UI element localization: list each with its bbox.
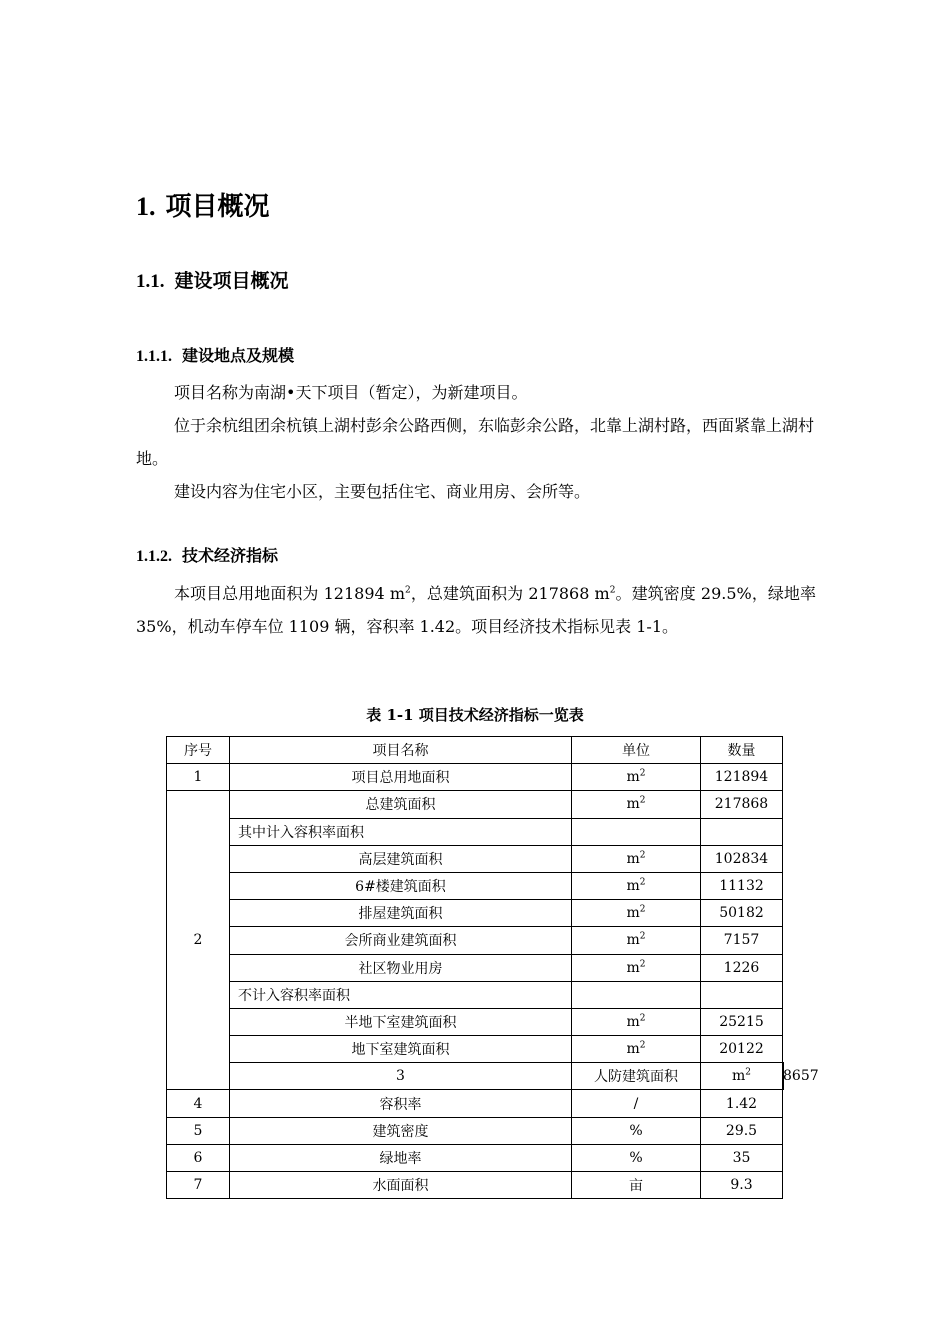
cell-no: 4 (167, 1090, 230, 1117)
cell-unit: $m^2$ (701, 1063, 783, 1090)
cell-no: 2 (167, 791, 230, 1090)
indicator-table (166, 736, 819, 1199)
table-row (167, 764, 784, 791)
table-row (167, 1144, 784, 1171)
cell-unit: $m^2$ (572, 954, 701, 981)
table-row (167, 1063, 784, 1090)
cell-name: 项目总用地面积 (230, 764, 572, 791)
heading-number: 1.1.1. (136, 348, 172, 365)
cell-name: 地下室建筑面积 (230, 1036, 572, 1063)
header-cell: 项目名称 (230, 737, 572, 764)
cell-no: 5 (167, 1117, 230, 1144)
cell-no: 6 (167, 1144, 230, 1171)
section-heading (136, 186, 270, 223)
cell-subgroup: 不计入容积率面积 (230, 981, 572, 1008)
text-run: 本项目总用地面积为 121894 m (174, 584, 406, 603)
header-cell: 单位 (572, 737, 701, 764)
cell-value: 1226 (701, 954, 783, 981)
cell-value: 8657 (783, 1063, 784, 1090)
cell-unit: / (572, 1090, 701, 1117)
cell-name: 容积率 (230, 1090, 572, 1117)
cell-unit: % (572, 1117, 701, 1144)
cell-unit (572, 818, 701, 845)
cell-value: 50182 (701, 900, 783, 927)
cell-value: 217868 (701, 791, 783, 818)
cell-unit: $m^2$ (572, 900, 701, 927)
heading-title: 技术经济指标 (182, 546, 279, 565)
paragraph-block-1-1-1 (136, 376, 816, 508)
paragraph: 项目名称为南湖•天下项目（暂定），为新建项目。 (174, 383, 528, 402)
table-row (167, 900, 784, 927)
table-row (167, 1172, 784, 1199)
table-row (167, 954, 784, 981)
cell-name: 总建筑面积 (230, 791, 572, 818)
table-row (167, 927, 784, 954)
cell-value: 20122 (701, 1036, 783, 1063)
cell-value: 11132 (701, 872, 783, 899)
section-title: 项目概况 (165, 192, 270, 222)
cell-unit (572, 981, 701, 1008)
cell-unit: $m^2$ (572, 872, 701, 899)
text-run: ，总建筑面积为 217868 m (410, 584, 610, 603)
section-number: 1. (136, 192, 156, 221)
cell-unit: 亩 (572, 1172, 701, 1199)
cell-subgroup: 其中计入容积率面积 (230, 818, 572, 845)
cell-name: 半地下室建筑面积 (230, 1008, 572, 1035)
cell-unit: $m^2$ (572, 1008, 701, 1035)
text-run: 。建筑密度 29.5%，绿地率 35%，机动车停车位 1109 辆，容积率 1.42。项目经济技术指标见表 1-1。 (136, 584, 816, 636)
paragraph: 位于余杭组团余杭镇上湖村彭余公路西侧，东临彭余公路，北靠上湖村路，西面紧靠上湖村地。 (136, 416, 815, 468)
cell-value: 7157 (701, 927, 783, 954)
subsection-number: 1.1. (136, 271, 165, 292)
cell-value: 9.3 (701, 1172, 783, 1199)
cell-name: 绿地率 (230, 1144, 572, 1171)
subsection-title: 建设项目概况 (174, 270, 289, 292)
cell-unit: $m^2$ (572, 845, 701, 872)
table-row (167, 818, 784, 845)
heading-number: 1.1.2. (136, 548, 172, 565)
cell-value: 121894 (701, 764, 783, 791)
header-cell: 数量 (701, 737, 783, 764)
table-row (167, 845, 784, 872)
cell-unit: $m^2$ (572, 764, 701, 791)
cell-value: 35 (701, 1144, 783, 1171)
cell-name: 排屋建筑面积 (230, 900, 572, 927)
heading-1-1-2 (136, 543, 278, 566)
heading-title: 建设地点及规模 (182, 346, 295, 365)
paragraph-block-1-1-2 (136, 577, 816, 643)
cell-value: 102834 (701, 845, 783, 872)
table-row (167, 1090, 784, 1117)
cell-unit: % (572, 1144, 701, 1171)
table-row (167, 1117, 784, 1144)
cell-name: 人防建筑面积 (572, 1063, 701, 1090)
cell-no: 1 (167, 764, 230, 791)
table-header-row (167, 737, 784, 764)
table-caption: 表 1-1 项目技术经济指标一览表 (366, 706, 584, 724)
paragraph (136, 577, 816, 643)
header-cell: 序号 (167, 737, 230, 764)
cell-no: 3 (230, 1063, 572, 1090)
cell-unit: $m^2$ (572, 927, 701, 954)
cell-name: 高层建筑面积 (230, 845, 572, 872)
table-row (167, 1036, 784, 1063)
heading-1-1-1 (136, 343, 294, 366)
cell-name: 社区物业用房 (230, 954, 572, 981)
cell-name: 6#楼建筑面积 (230, 872, 572, 899)
cell-unit: $m^2$ (572, 791, 701, 818)
cell-value: 1.42 (701, 1090, 783, 1117)
cell-value: 25215 (701, 1008, 783, 1035)
cell-unit: $m^2$ (572, 1036, 701, 1063)
table-row (167, 981, 784, 1008)
cell-name: 水面面积 (230, 1172, 572, 1199)
cell-no: 7 (167, 1172, 230, 1199)
cell-value (701, 818, 783, 845)
superscript: 2 (609, 585, 616, 596)
table-row (167, 791, 784, 818)
paragraph: 建设内容为住宅小区，主要包括住宅、商业用房、会所等。 (174, 482, 591, 501)
cell-name: 会所商业建筑面积 (230, 927, 572, 954)
cell-value (701, 981, 783, 1008)
superscript: 2 (405, 585, 411, 596)
cell-value: 29.5 (701, 1117, 783, 1144)
table-row (167, 872, 784, 899)
cell-name: 建筑密度 (230, 1117, 572, 1144)
subsection-heading (136, 266, 289, 293)
table-row (167, 1008, 784, 1035)
